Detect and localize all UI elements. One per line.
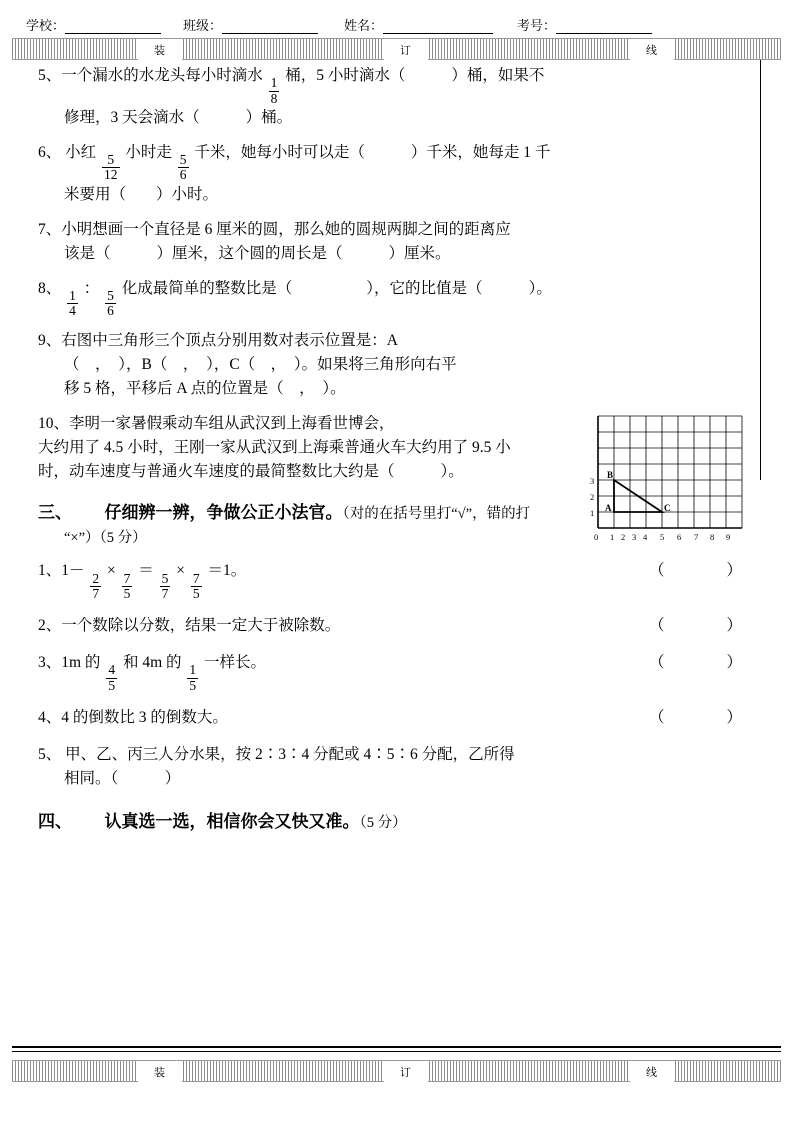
q10-line-1: 10、李明一家暑假乘动车组从武汉到上海看世博会， bbox=[38, 415, 395, 433]
tf3-prefix: 3、1m 的 bbox=[38, 654, 101, 672]
q6-frac2-num: 5 bbox=[179, 152, 187, 168]
bottom-rule-thick bbox=[12, 1046, 781, 1048]
q8-text-b: 化成最简单的整数比是（ bbox=[121, 279, 293, 297]
x-tick-7: 7 bbox=[694, 532, 699, 542]
q5-text-a: 5、一个漏水的水龙头每小时滴水 bbox=[38, 67, 263, 84]
q5-text-c: ）桶，如果不 bbox=[451, 67, 545, 84]
tf-item-5 bbox=[38, 743, 750, 791]
q8-frac1-den: 4 bbox=[69, 303, 76, 319]
x-tick-5: 5 bbox=[660, 532, 665, 542]
q6-text-d: ）千米，她每走 1 千 bbox=[410, 143, 551, 161]
x-tick-1: 1 bbox=[610, 532, 615, 542]
field-class bbox=[183, 15, 318, 34]
q6-text-e: 米要用（ bbox=[64, 185, 127, 203]
tf-item-4 bbox=[38, 706, 750, 730]
tf1-f3-den: 7 bbox=[161, 585, 169, 601]
q5-text-b: 桶，5 小时滴水（ bbox=[285, 67, 406, 84]
tf3-fraction-4-5 bbox=[106, 663, 117, 692]
tf1-f3-num: 5 bbox=[161, 570, 169, 586]
q6-text-b: 小时走 bbox=[125, 143, 172, 161]
tf5-line-1: 5、 甲、乙、丙三人分水果，按 2∶3∶4 分配或 4∶5∶6 分配，乙所得 bbox=[38, 745, 515, 763]
q8-frac2-den: 6 bbox=[107, 303, 114, 319]
tf4-text: 4、4 的倒数比 3 的倒数大。 bbox=[38, 708, 228, 726]
seal-cell-ding-bottom: 订 bbox=[384, 1061, 428, 1083]
tf1-equals-2: ＝1。 bbox=[207, 562, 247, 580]
q5-line-2 bbox=[64, 106, 750, 130]
x-tick-2: 2 bbox=[621, 532, 626, 542]
q8-fraction-1-4 bbox=[67, 289, 78, 318]
bottom-rule-thin bbox=[12, 1051, 781, 1052]
q6-fraction-5-6 bbox=[178, 153, 189, 182]
q7-text-b: ）厘米，这个圆的周长是（ bbox=[156, 244, 343, 262]
class-label: 班级： bbox=[183, 18, 223, 33]
name-input-line[interactable] bbox=[383, 20, 493, 34]
tf4-answer-bracket[interactable]: （ ） bbox=[648, 708, 742, 726]
q9-line-3: 移 5 格，平移后 A 点的位置是（ ， ）。 bbox=[64, 380, 346, 398]
q7-line-2 bbox=[64, 242, 750, 266]
school-label: 学校： bbox=[26, 18, 66, 33]
number-label: 考号： bbox=[517, 18, 557, 33]
q9-line-1: 9、右图中三角形三个顶点分别用数对表示位置是：A bbox=[38, 332, 398, 350]
question-7 bbox=[38, 218, 750, 266]
tf1-fraction-2-7 bbox=[90, 572, 101, 601]
tf2-text: 2、一个数除以分数，结果一定大于被除数。 bbox=[38, 617, 341, 635]
seal-bar-bottom bbox=[12, 1060, 781, 1082]
seal-bar-top bbox=[12, 38, 781, 60]
tf1-answer-bracket[interactable]: （ ） bbox=[648, 562, 742, 580]
tf3-end: 一样长。 bbox=[204, 654, 267, 672]
seal-cell-xian-bottom: 线 bbox=[630, 1061, 674, 1083]
q7-text-a: 该是（ bbox=[64, 244, 111, 262]
coordinate-grid-svg bbox=[588, 412, 752, 558]
q8-fraction-5-6 bbox=[105, 289, 116, 318]
section-3-number: 三、 bbox=[38, 503, 72, 523]
tf1-f1-num: 2 bbox=[92, 570, 100, 586]
tf3-f2-den: 5 bbox=[189, 677, 197, 693]
tf1-times-1: × bbox=[107, 562, 116, 580]
tf3-f2-num: 1 bbox=[189, 662, 197, 678]
tf1-f4-den: 5 bbox=[192, 585, 200, 601]
q6-fraction-5-12 bbox=[102, 153, 120, 182]
q8-colon: ： bbox=[83, 279, 100, 297]
section-3-note-2: “×”）（5 分） bbox=[64, 529, 147, 546]
q6-frac2-den: 6 bbox=[179, 167, 187, 183]
q8-text-d: ）。 bbox=[528, 279, 552, 297]
label-C: C bbox=[664, 503, 671, 513]
section-4-title: 认真选一选，相信你会又快又准。 bbox=[104, 811, 360, 831]
tf1-f2-num: 7 bbox=[123, 570, 131, 586]
seal-cell-zhuang: 装 bbox=[138, 39, 182, 61]
x-tick-0: 0 bbox=[594, 532, 599, 542]
tf2-answer-bracket[interactable]: （ ） bbox=[648, 617, 742, 635]
q10-text-a: 时，动车速度与普通火车速度的最简整数比大约是（ bbox=[38, 463, 395, 481]
x-tick-9: 9 bbox=[726, 532, 731, 542]
q8-text-c: ），它的比值是（ bbox=[366, 279, 483, 297]
section-4-heading bbox=[38, 809, 750, 835]
q5-text-d: 修理，3 天会滴水（ bbox=[64, 108, 200, 126]
q10-line-2: 大约用了 4.5 小时，王刚一家从武汉到上海乘普通火车大约用了 9.5 小 bbox=[38, 439, 511, 457]
tf1-f4-num: 7 bbox=[192, 570, 200, 586]
q6-text-a: 6、 小红 bbox=[38, 143, 97, 161]
q6-line-2 bbox=[64, 183, 750, 207]
label-A: A bbox=[605, 503, 612, 513]
tf-item-1 bbox=[38, 559, 750, 601]
seal-cell-ding: 订 bbox=[384, 39, 428, 61]
field-number bbox=[517, 15, 652, 34]
right-vertical-rule bbox=[760, 60, 761, 480]
section-3-note: （对的在括号里打“√”，错的打 bbox=[342, 506, 531, 523]
q5-frac-den: 8 bbox=[270, 90, 278, 106]
tf1-equals-1: ＝ bbox=[138, 562, 154, 580]
tf1-one: 1－ bbox=[61, 562, 85, 580]
y-tick-3: 3 bbox=[590, 476, 595, 486]
tf3-answer-bracket[interactable]: （ ） bbox=[648, 654, 742, 672]
x-tick-3: 3 bbox=[632, 532, 637, 542]
coordinate-grid-figure bbox=[588, 412, 752, 558]
section-4-number: 四、 bbox=[38, 811, 72, 831]
q6-frac1-num: 5 bbox=[107, 152, 115, 168]
q7-text-c: ）厘米。 bbox=[388, 244, 451, 262]
student-info-header bbox=[26, 14, 767, 34]
class-input-line[interactable] bbox=[222, 20, 318, 34]
tf1-fraction-7-5-b bbox=[191, 572, 202, 601]
tf-item-3 bbox=[38, 651, 750, 693]
tf3-f1-den: 5 bbox=[108, 677, 116, 693]
q10-text-b: ）。 bbox=[440, 463, 464, 481]
tf-item-2 bbox=[38, 614, 750, 638]
question-6 bbox=[38, 141, 750, 207]
seal-cell-zhuang-bottom: 装 bbox=[138, 1061, 182, 1083]
x-tick-4: 4 bbox=[643, 532, 648, 542]
tf3-fraction-1-5 bbox=[187, 663, 198, 692]
q6-frac1-den: 12 bbox=[104, 167, 118, 183]
x-tick-6: 6 bbox=[677, 532, 682, 542]
q6-text-f: ）小时。 bbox=[156, 185, 219, 203]
field-name bbox=[344, 15, 493, 34]
section-3-title: 仔细辨一辨，争做公正小法官。 bbox=[104, 503, 343, 523]
q5-frac-num: 1 bbox=[270, 75, 278, 91]
q8-frac2-num: 5 bbox=[107, 288, 114, 304]
number-input-line[interactable] bbox=[556, 20, 652, 34]
school-input-line[interactable] bbox=[65, 20, 161, 34]
q6-text-c: 千米，她每小时可以走（ bbox=[194, 143, 365, 161]
tf3-mid: 和 4m 的 bbox=[122, 654, 182, 672]
q8-frac1-num: 1 bbox=[69, 288, 76, 304]
question-5 bbox=[38, 64, 750, 130]
section-4-note: （5 分） bbox=[359, 814, 407, 831]
tf1-f2-den: 5 bbox=[123, 585, 131, 601]
q5-fraction-1-8 bbox=[269, 76, 280, 105]
q5-text-e: ）桶。 bbox=[245, 108, 293, 126]
field-school bbox=[26, 15, 161, 34]
tf5-line-2[interactable]: 相同。（ ） bbox=[64, 769, 181, 787]
tf1-times-2: × bbox=[176, 562, 186, 580]
q8-text-a: 8、 bbox=[38, 279, 62, 297]
q9-line-2: （ ， ），B（ ， ），C（ ， ）。如果将三角形向右平 bbox=[64, 356, 457, 374]
seal-cell-xian: 线 bbox=[630, 39, 674, 61]
q7-line-1: 7、小明想画一个直径是 6 厘米的圆，那么她的圆规两脚之间的距离应 bbox=[38, 220, 511, 238]
x-tick-8: 8 bbox=[710, 532, 715, 542]
tf1-fraction-5-7 bbox=[160, 572, 171, 601]
tf3-f1-num: 4 bbox=[108, 662, 116, 678]
question-8 bbox=[38, 277, 750, 319]
label-B: B bbox=[607, 470, 614, 480]
y-tick-1: 1 bbox=[590, 508, 595, 518]
y-tick-2: 2 bbox=[590, 492, 595, 502]
question-9 bbox=[38, 329, 750, 401]
tf1-fraction-7-5-a bbox=[122, 572, 133, 601]
tf1-f1-den: 7 bbox=[92, 585, 100, 601]
tf1-prefix: 1、 bbox=[38, 562, 62, 580]
name-label: 姓名： bbox=[344, 18, 384, 33]
